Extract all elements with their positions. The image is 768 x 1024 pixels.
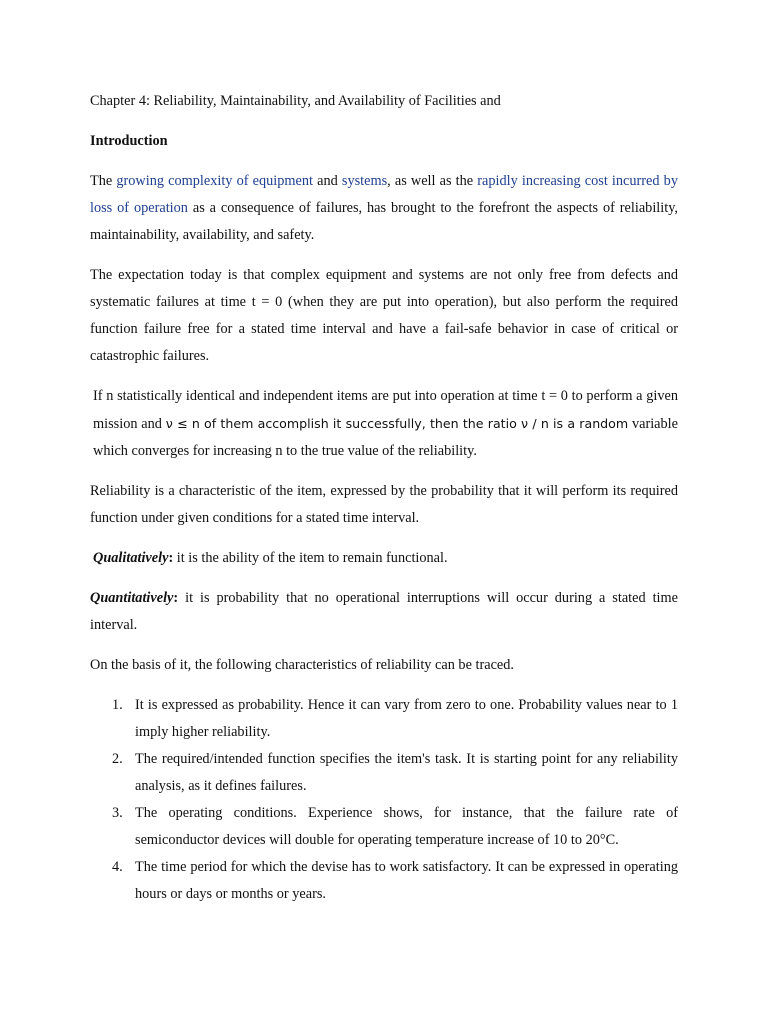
list-item — [112, 692, 678, 746]
paragraph-statistical — [90, 383, 678, 465]
para3-text-2: variable which converges for increasing n to the true value of the reliability. — [93, 416, 678, 459]
qualitative-label: Qualitatively — [93, 550, 169, 566]
quantitative-text: it is probability that no operational interruptions will occur during a stated time interval. — [90, 590, 678, 633]
para3-formula-text: ν ≤ n of them accomplish it successfully, then the ratio ν / n is a random — [165, 416, 629, 431]
characteristics-list — [90, 692, 678, 908]
para1-text-3: , as well as the — [387, 173, 478, 189]
list-item-text: The operating conditions. Experience shows, for instance, that the failure rate of semiconductor devices will double for operating temperature increase of 10 to 20°C. — [135, 805, 678, 848]
link-rapidly-increasing-cost[interactable]: rapidly increasing cost incurred by loss of operation — [90, 173, 678, 216]
paragraph-intro — [90, 168, 678, 249]
link-growing-complexity[interactable]: growing complexity of equipment — [116, 173, 313, 189]
paragraph-quantitative — [90, 585, 678, 639]
document-body — [90, 88, 678, 908]
list-item — [112, 854, 678, 908]
list-item-number: 2. — [112, 751, 123, 767]
quantitative-colon: : — [173, 590, 179, 606]
quantitative-label: Quantitatively — [90, 590, 174, 606]
link-systems[interactable]: systems — [341, 173, 388, 189]
list-item-text: The required/intended function specifies the item's task. It is starting point for any reliability analysis, as it defines failures. — [135, 751, 678, 794]
para1-text-1: The — [90, 173, 117, 189]
para1-text-4: as a consequence of failures, has brought to the forefront the aspects of reliability, maintainability, availability, and safety. — [90, 200, 679, 243]
para3-text-1: If n statistically identical and independent items are put into operation at time t = 0 to perform a given mission and — [93, 388, 678, 432]
list-item-number: 4. — [112, 859, 123, 875]
paragraph-expectation: The expectation today is that complex equipment and systems are not only free from defects and systematic failures at time t = 0 (when they are put into operation), but also perform the required function failure free for a stated time interval and have a fail-safe behavior in case of critical or catastrophic failures. — [90, 267, 678, 364]
paragraph-qualitative — [90, 545, 678, 572]
list-item — [112, 746, 678, 800]
paragraph-reliability-definition: Reliability is a characteristic of the item, expressed by the probability that it will perform its required function under given conditions for a stated time interval. — [90, 483, 678, 526]
para1-text-2: and — [312, 173, 342, 189]
list-item-text: The time period for which the devise has to work satisfactory. It can be expressed in operating hours or days or months or years. — [135, 859, 678, 902]
list-item-number: 1. — [112, 697, 123, 713]
intro-heading: Introduction — [90, 133, 168, 149]
paragraph-characteristics-intro: On the basis of it, the following characteristics of reliability can be traced. — [90, 657, 514, 673]
list-item-number: 3. — [112, 805, 123, 821]
list-item — [112, 800, 678, 854]
qualitative-text: it is the ability of the item to remain functional. — [173, 550, 448, 566]
list-item-text: It is expressed as probability. Hence it can vary from zero to one. Probability values near to 1 imply higher reliability. — [135, 697, 678, 740]
chapter-title: Chapter 4: Reliability, Maintainability, and Availability of Facilities and — [90, 93, 501, 109]
qualitative-colon: : — [168, 550, 174, 566]
